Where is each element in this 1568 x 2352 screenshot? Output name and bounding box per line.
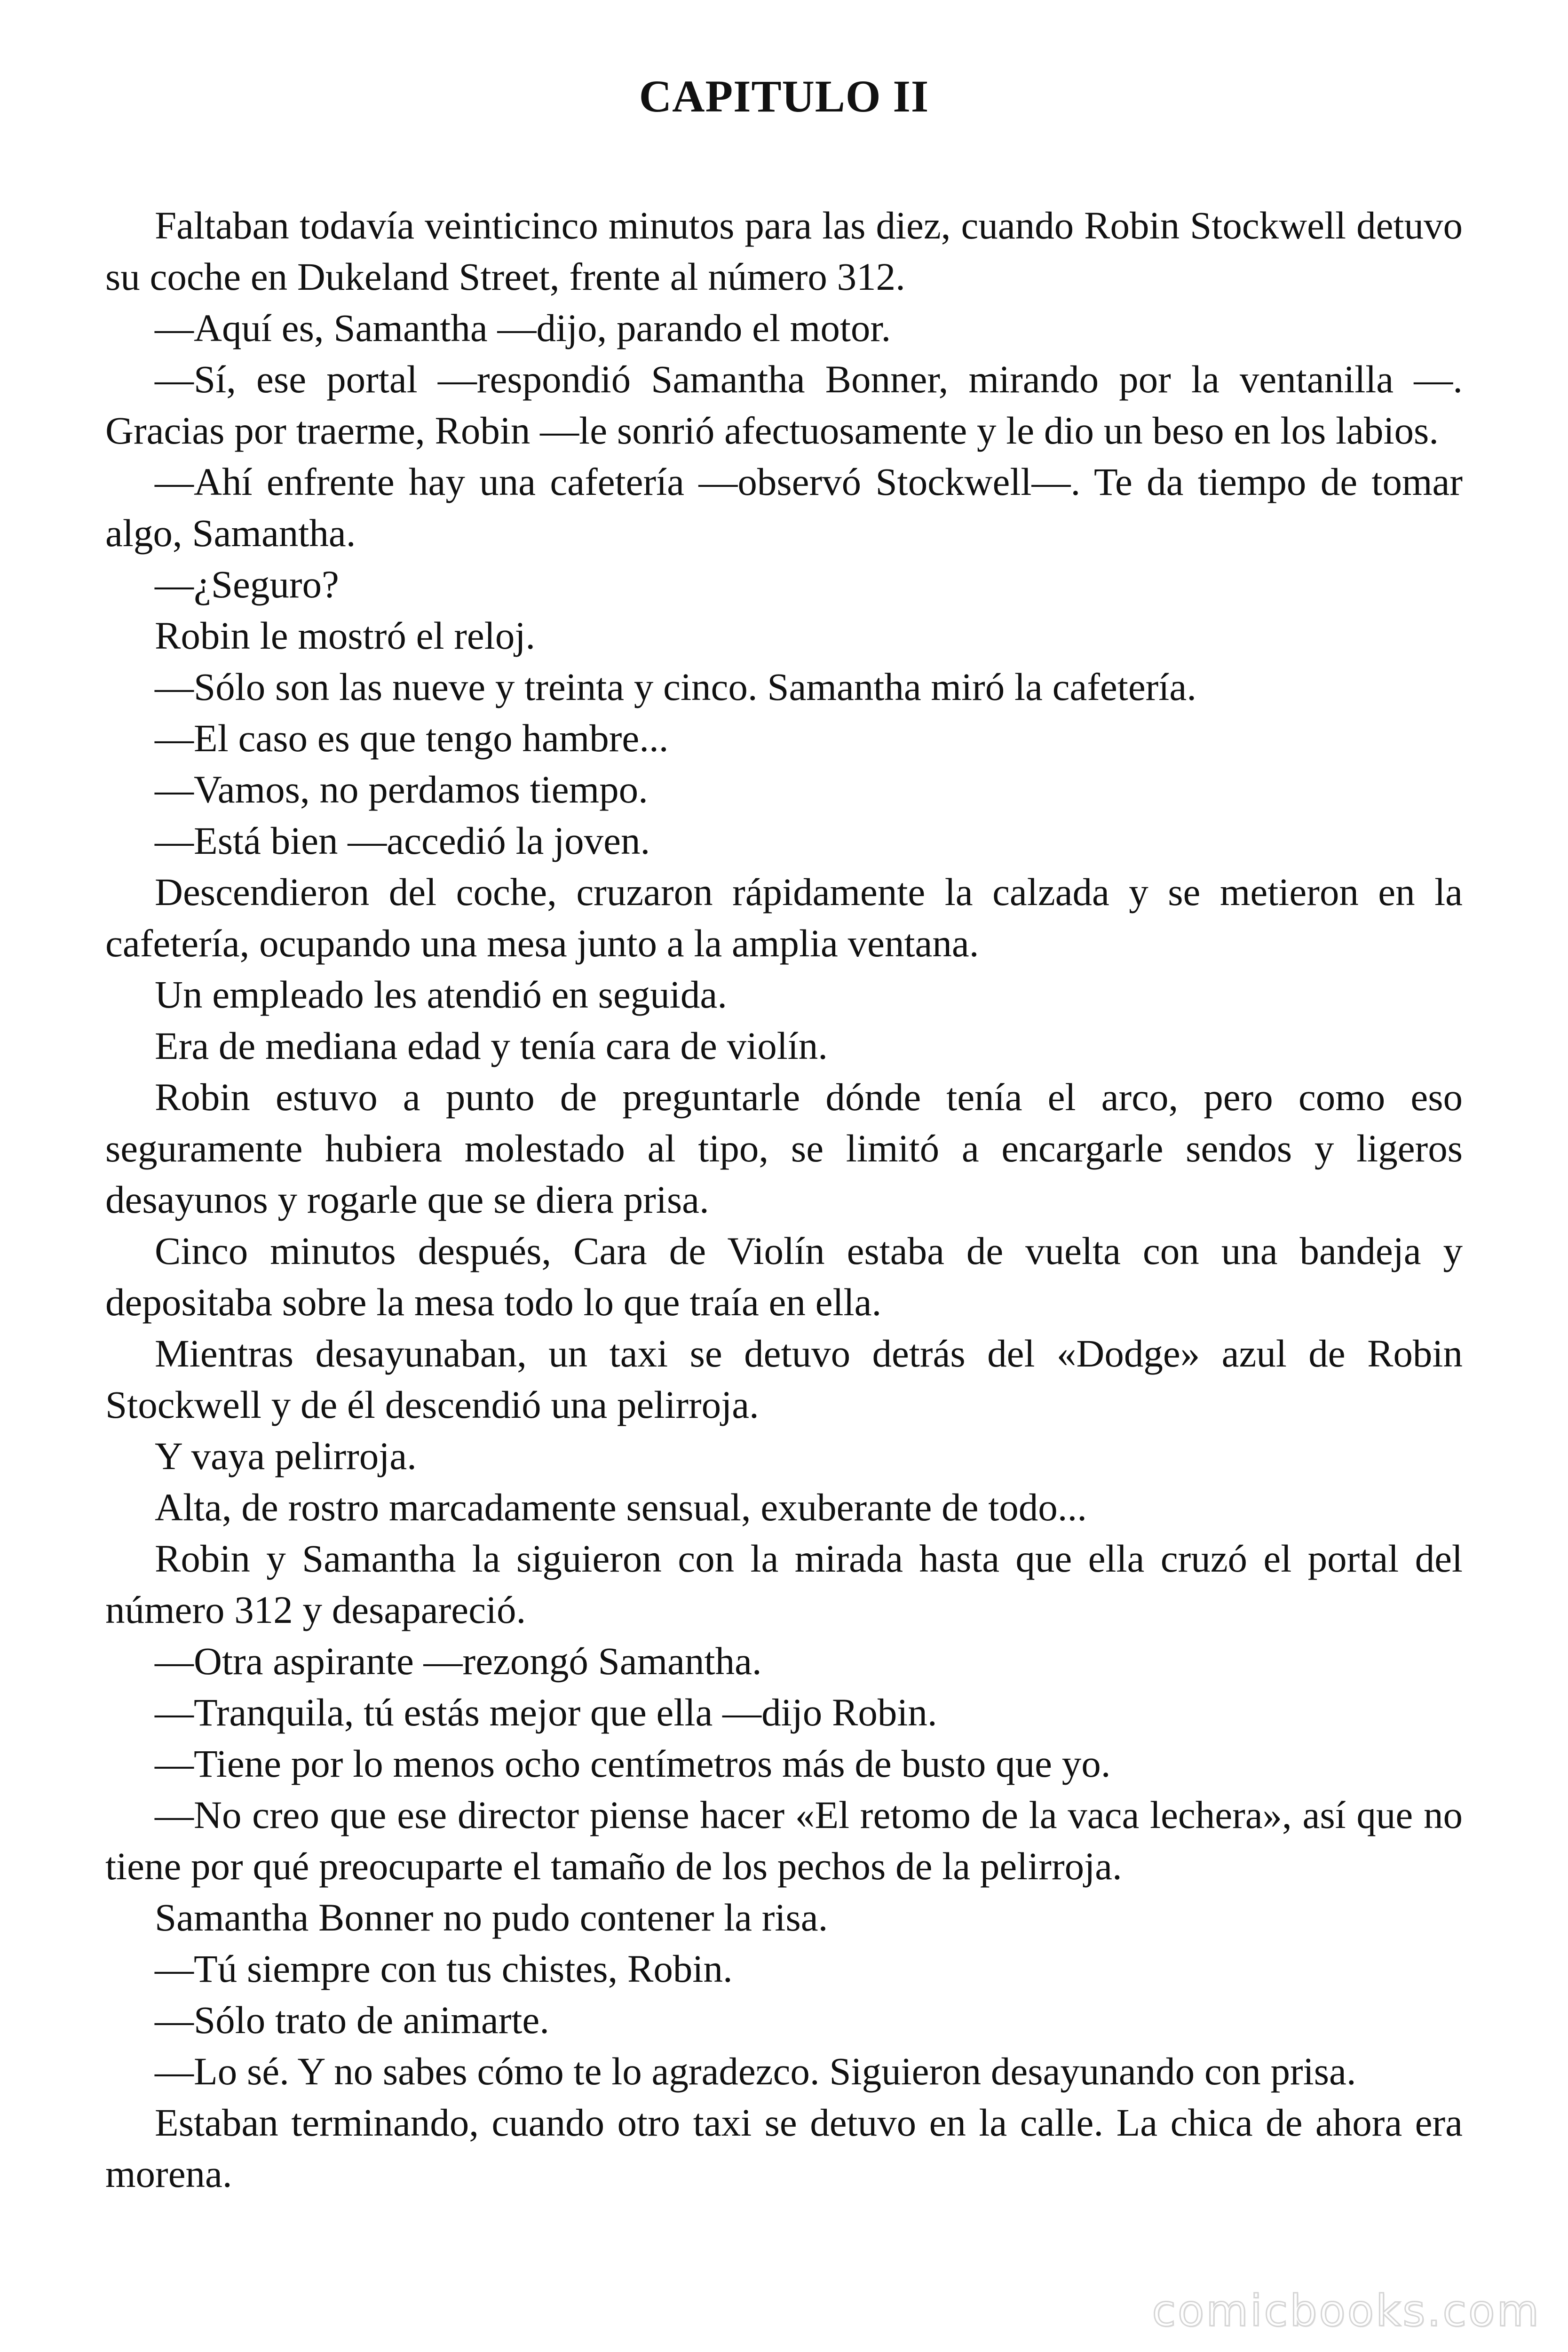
- paragraph: Un empleado les atendió en seguida.: [155, 973, 727, 1016]
- paragraph: Mientras desayunaban, un taxi se detuvo detrás del «Dodge» azul de Robin Stockwell y de él descendió una pelirroja.: [105, 1332, 1463, 1426]
- paragraph: —Está bien —accedió la joven.: [155, 819, 650, 862]
- paragraph: —¿Seguro?: [155, 563, 339, 606]
- paragraph: Robin le mostró el reloj.: [155, 614, 536, 657]
- paragraph: —Ahí enfrente hay una cafetería —observó Stockwell—. Te da tiempo de tomar algo, Samantha.: [105, 460, 1463, 555]
- paragraph: —Sólo trato de animarte.: [155, 1998, 549, 2042]
- paragraph: —Sólo son las nueve y treinta y cinco. Samantha miró la cafetería.: [155, 665, 1196, 708]
- paragraph: Alta, de rostro marcadamente sensual, exuberante de todo...: [155, 1486, 1087, 1529]
- paragraph: Descendieron del coche, cruzaron rápidamente la calzada y se metieron en la cafetería, ocupando una mesa junto a la amplia ventana.: [105, 870, 1463, 965]
- paragraph: Robin estuvo a punto de preguntarle dónde tenía el arco, pero como eso seguramente hubiera molestado al tipo, se limitó a encargarle sendos y ligeros desayunos y rogarle que se diera prisa.: [105, 1075, 1463, 1221]
- paragraph: Samantha Bonner no pudo contener la risa.: [155, 1896, 828, 1939]
- paragraph: Faltaban todavía veinticinco minutos para las diez, cuando Robin Stockwell detuvo su coche en Dukeland Street, frente al número 312.: [105, 204, 1463, 298]
- paragraph: —Tranquila, tú estás mejor que ella —dijo Robin.: [155, 1691, 937, 1734]
- paragraph: —El caso es que tengo hambre...: [155, 716, 669, 760]
- paragraph: —Aquí es, Samantha —dijo, parando el motor.: [155, 306, 891, 350]
- paragraph: Robin y Samantha la siguieron con la mirada hasta que ella cruzó el portal del número 312 y desapareció.: [105, 1537, 1463, 1631]
- paragraph: —Sí, ese portal —respondió Samantha Bonner, mirando por la ventanilla —. Gracias por traerme, Robin —le sonrió afectuosamente y le dio un beso en los labios.: [105, 358, 1463, 452]
- paragraph: —Lo sé. Y no sabes cómo te lo agradezco. Siguieron desayunando con prisa.: [155, 2050, 1356, 2093]
- paragraph: —Otra aspirante —rezongó Samantha.: [155, 1639, 762, 1683]
- chapter-body: [105, 200, 1463, 2200]
- paragraph: —No creo que ese director piense hacer «El retomo de la vaca lechera», así que no tiene por qué preocuparte el tamaño de los pechos de la pelirroja.: [105, 1793, 1463, 1888]
- paragraph: Estaban terminando, cuando otro taxi se detuvo en la calle. La chica de ahora era morena.: [105, 2101, 1463, 2195]
- chapter-title: CAPITULO II: [639, 71, 929, 121]
- watermark: comicbooks.com: [1152, 2286, 1541, 2336]
- paragraph: —Tú siempre con tus chistes, Robin.: [155, 1947, 733, 1990]
- book-page: [105, 64, 1463, 2200]
- paragraph: Era de mediana edad y tenía cara de violín.: [155, 1024, 828, 1067]
- paragraph: Cinco minutos después, Cara de Violín estaba de vuelta con una bandeja y depositaba sobre la mesa todo lo que traía en ella.: [105, 1229, 1463, 1324]
- paragraph: —Tiene por lo menos ocho centímetros más de busto que yo.: [155, 1742, 1111, 1785]
- paragraph: Y vaya pelirroja.: [155, 1434, 417, 1478]
- paragraph: —Vamos, no perdamos tiempo.: [155, 768, 648, 811]
